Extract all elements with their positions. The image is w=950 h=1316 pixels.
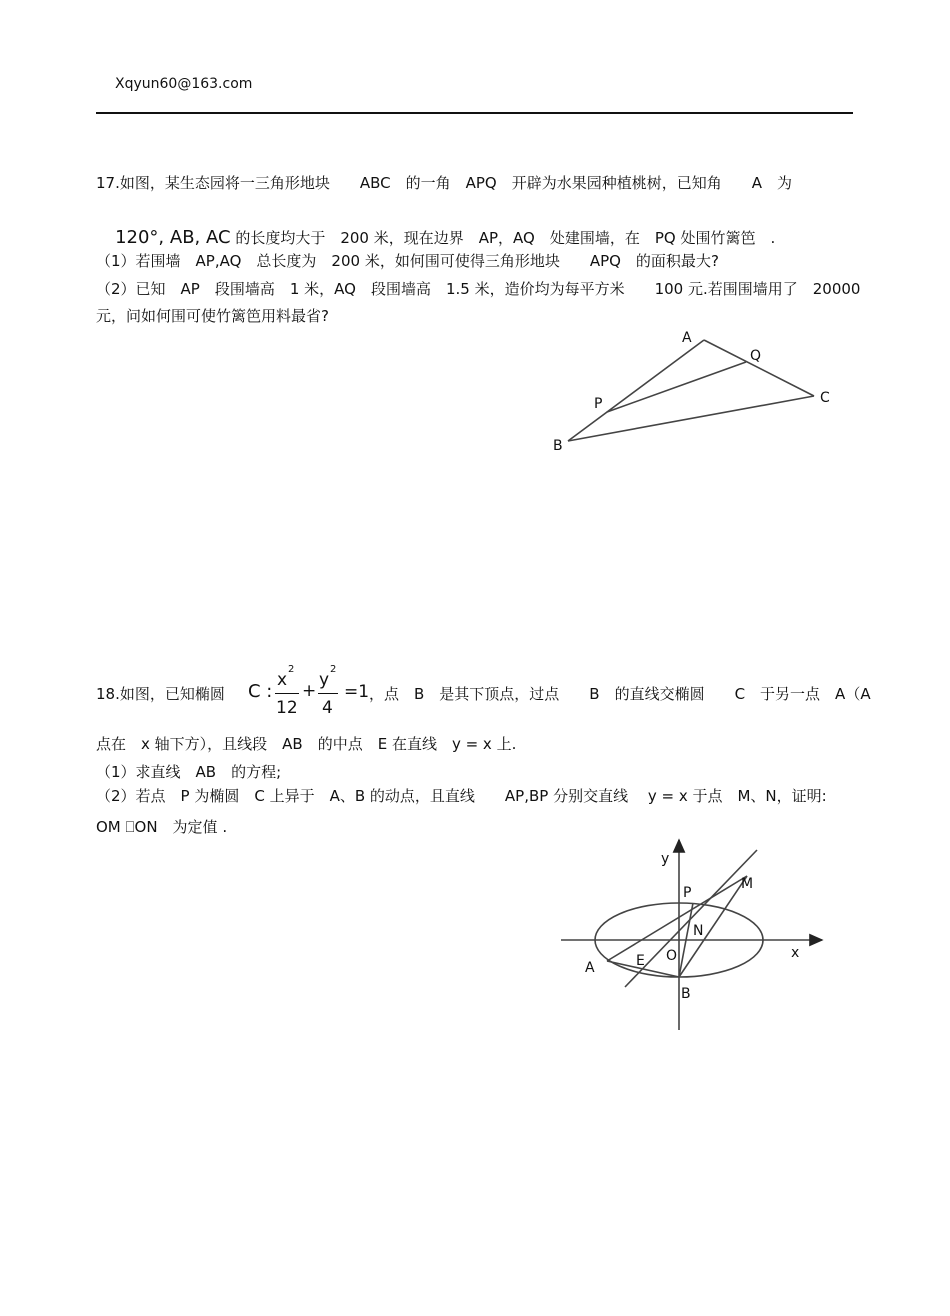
eq-fraction-bar-1 xyxy=(275,693,299,694)
q18-line1-intro: 18.如图，已知椭圆 xyxy=(96,685,225,703)
q18-line1-rest: ，点 B 是其下顶点，过点 B 的直线交椭圆 C 于另一点 A（A xyxy=(369,685,871,703)
q17-part2-line2: 元，问如何围可使竹篱笆用料最省? xyxy=(96,307,329,325)
q18-part1: （1）求直线 AB 的方程; xyxy=(96,763,282,781)
eq-rhs: =1 xyxy=(344,682,370,702)
eq-plus: + xyxy=(302,681,317,701)
label-p: P xyxy=(683,885,692,901)
header-divider xyxy=(96,112,853,114)
line-bm xyxy=(679,876,747,977)
eq-denominator-12: 12 xyxy=(276,698,298,718)
label-o: O xyxy=(666,948,678,964)
label-c: C xyxy=(820,390,830,406)
q18-part2-line1: （2）若点 P 为椭圆 C 上异于 A、B 的动点，且直线 AP,BP 分别交直线 y = x 于点 M、N，证明: xyxy=(96,787,827,805)
label-m: M xyxy=(741,876,754,892)
eq-exponent-1: 2 xyxy=(288,664,295,675)
ellipse-c xyxy=(595,903,763,977)
eq-numerator-x: x xyxy=(277,670,288,690)
label-b: B xyxy=(681,986,691,1002)
label-n: N xyxy=(693,923,704,939)
line-bp xyxy=(679,903,693,977)
q17-given-values: 120°, AB, AC xyxy=(115,227,231,248)
label-a: A xyxy=(682,330,692,346)
q17-part2-line1: （2）已知 AP 段围墙高 1 米，AQ 段围墙高 1.5 米，造价均为每平方米 100 元.若围围墙用了 20000 xyxy=(96,280,861,298)
label-q: Q xyxy=(750,348,762,364)
eq-numerator-y: y xyxy=(319,670,330,690)
q18-part2-line2: OM ⎕ON 为定值 . xyxy=(96,818,228,836)
eq-c: C : xyxy=(248,681,273,702)
label-a: A xyxy=(585,960,595,976)
line-y-equals-x xyxy=(625,850,757,987)
segment-ac xyxy=(704,340,814,396)
segment-bc xyxy=(568,396,814,441)
line-ab xyxy=(607,961,679,977)
eq-exponent-2: 2 xyxy=(330,664,337,675)
eq-denominator-4: 4 xyxy=(322,698,333,718)
segment-ab xyxy=(568,340,704,441)
line-ap xyxy=(607,876,747,961)
header-email: Xqyun60@163.com xyxy=(115,76,253,92)
eq-fraction-bar-2 xyxy=(318,693,338,694)
q18-line2: 点在 x 轴下方），且线段 AB 的中点 E 在直线 y = x 上. xyxy=(96,735,517,753)
label-e: E xyxy=(636,953,645,969)
label-x: x xyxy=(791,945,800,961)
segment-pq xyxy=(607,362,746,412)
q17-part1: （1）若围墙 AP,AQ 总长度为 200 米，如何围可使得三角形地块 APQ 的面积最大? xyxy=(96,252,719,270)
label-b: B xyxy=(553,438,563,454)
q17-line1: 17.如图，某生态园将一三角形地块 ABC 的一角 APQ 开辟为水果园种植桃树，已知角 A 为 xyxy=(96,174,792,192)
label-y: y xyxy=(661,851,670,867)
q17-line2-text: 的长度均大于 200 米，现在边界 AP，AQ 处建围墙，在 PQ 处围竹篱笆 . xyxy=(230,229,776,247)
label-p: P xyxy=(594,396,603,412)
